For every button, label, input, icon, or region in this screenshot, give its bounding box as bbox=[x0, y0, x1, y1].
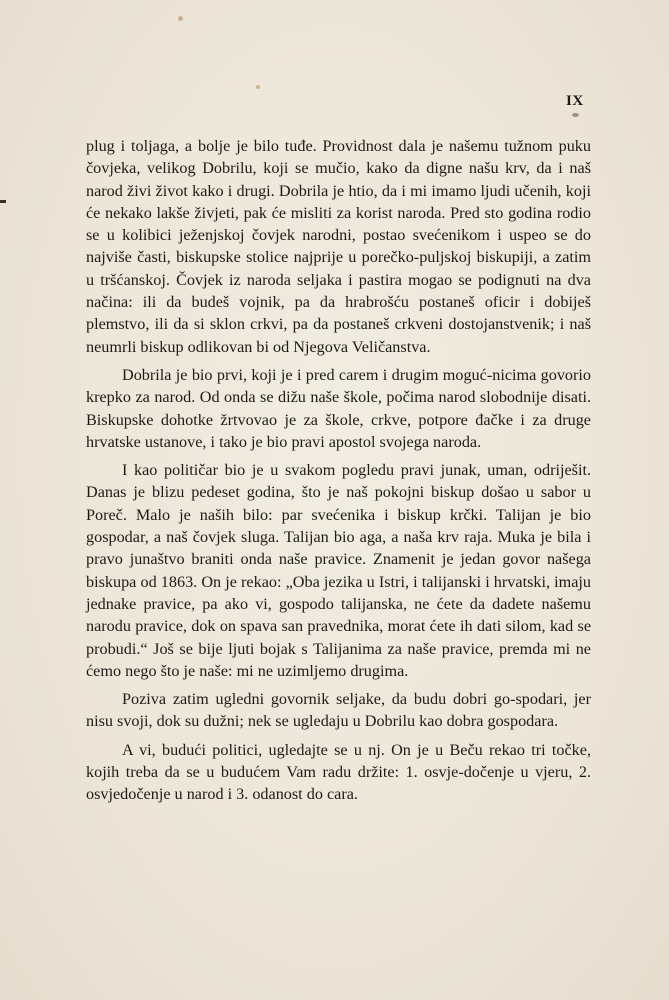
paper-speck bbox=[256, 85, 260, 89]
page-number: IX bbox=[566, 93, 584, 109]
paragraph: Dobrila je bio prvi, koji je i pred carem i drugim moguć-nicima govorio krepko za narod. Od onda se dižu naše škole, počima narod slobodnije disati. Biskupske dohotke žrtvovao je za škole, crkve, potpore đačke i za druge hrvatske ustanove, i tako je bio pravi apostol svojega naroda. bbox=[86, 365, 591, 451]
paragraph: A vi, budući politici, ugledajte se u nj. On je u Beču rekao tri točke, kojih treba da se u budućem Vam radu držite: 1. osvje-dočenje u vjeru, 2. osvjedočenje u narod i 3. odanost do cara. bbox=[86, 740, 591, 804]
margin-mark bbox=[0, 200, 6, 203]
paper-speck bbox=[178, 16, 183, 21]
page-text bbox=[86, 135, 591, 812]
paragraph: plug i toljaga, a bolje je bilo tuđe. Providnost dala je našemu tužnom puku čovjeka, velikog Dobrilu, koji se mučio, kako da digne našu krv, da i naš narod živi život kako i drugi. Dobrila je htio, da i mi imamo ljudi učenih, koji će nekako lakše živjeti, pak će misliti za korist naroda. Pred sto godina rodio se u kolibici ježenjskoj čovjek narodni, postao svećenikom i uspeo se do najviše časti, biskupske stolice najprije u porečko-puljskoj biskupiji, a zatim u tršćanskoj. Čovjek iz naroda seljaka i pastira mogao se podignuti na dva načina: ili da budeš vojnik, pa da hrabrošću postaneš oficir i dobiješ plemstvo, ili da si sklon crkvi, pa da postaneš crkveni dostojanstvenik; i naš neumrli biskup odlikovan bi od Njegova Veličanstva. bbox=[86, 137, 591, 356]
paragraph: I kao političar bio je u svakom pogledu pravi junak, uman, odriješit. Danas je blizu pedeset godina, što je naš pokojni biskup došao u sabor u Poreč. Malo je naših bilo: par svećenika i biskup krčki. Talijan je bio gospodar, a naš čovjek sluga. Talijan bio aga, a naša krv raja. Muka je bila i pravo junaštvo braniti onda naše pravice. Znamenit je jedan govor našega biskupa od 1863. On je rekao: „Oba jezika u Istri, i talijanski i hrvatski, imaju jednake pravice, pa ako vi, gospodo talijanska, ne ćete da dadete našemu narodu pravice, dok on spava san pravednika, morat ćete ih dati silom, kad se probudi.“ Još se bije ljuti bojak s Talijanima za naše pravice, premda mi ne ćemo nego što je naše: mi ne uzimljemo drugima. bbox=[86, 461, 591, 680]
paper-speck bbox=[572, 113, 579, 117]
paragraph: Poziva zatim ugledni govornik seljake, da budu dobri go-spodari, jer nisu svoji, dok su dužni; nek se ugledaju u Dobrilu kao dobra gospodara. bbox=[86, 690, 591, 731]
